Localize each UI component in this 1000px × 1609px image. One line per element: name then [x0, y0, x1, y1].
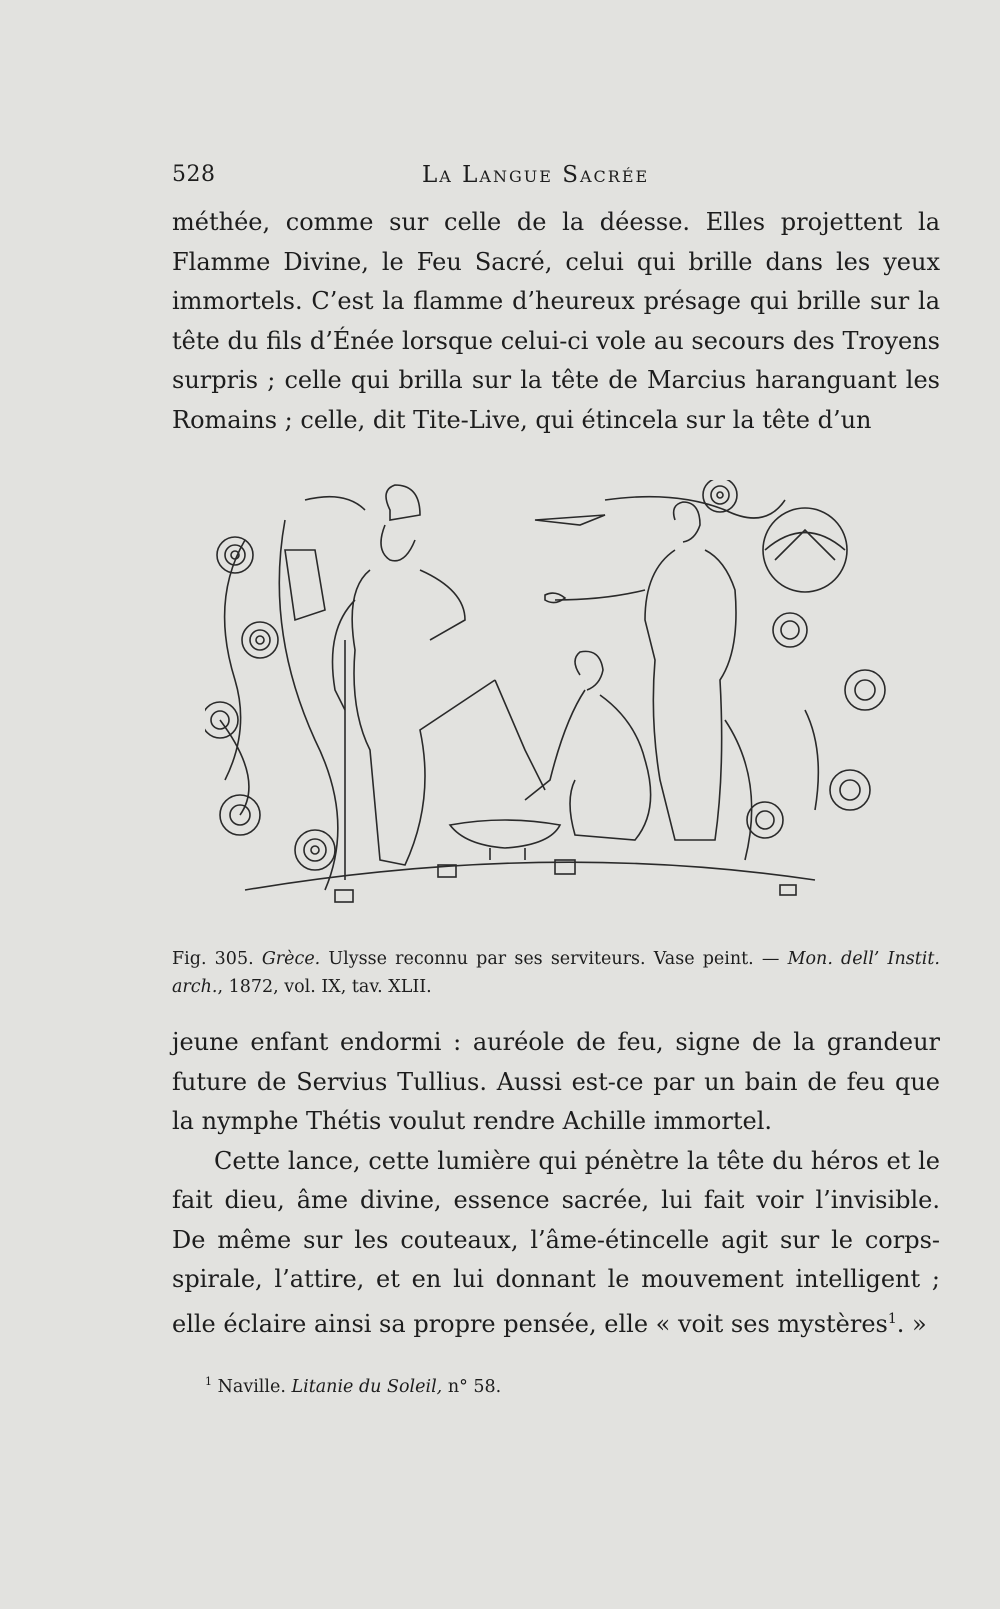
caption-reference: , 1872, vol. IX, tav. XLII. — [217, 977, 432, 997]
paragraph-top-text: méthée, comme sur celle de la déesse. Elles projettent la Flamme Divine, le Feu Sacré, celui qui brille dans les yeux immortels. C’est la flamme d’heureux présage qui brille sur la tête du fils d’Énée lorsque celui-ci vole au secours des Troyens surpris ; celle qui brilla sur la tête de Marcius haranguant les Romains ; celle, dit Tite-Live, qui étincela sur la tête d’un — [172, 208, 940, 434]
paragraph-bottom-text-1: jeune enfant endormi : auréole de feu, signe de la grandeur future de Servius Tullius. Aussi est-ce par un bain de feu que la nymphe Thétis voulut rendre Achille immortel. — [172, 1028, 940, 1135]
caption-source: Mon. dell’ Instit. arch. — [172, 949, 940, 997]
paragraph-top — [172, 203, 940, 440]
footnote-marker: 1 — [205, 1375, 212, 1388]
vase-painting-drawing — [205, 480, 895, 930]
caption-description: Ulysse reconnu par ses serviteurs. Vase peint. — — [328, 949, 780, 969]
footnote-reference: 1 — [887, 1310, 897, 1327]
running-title: La Langue Sacrée — [422, 162, 650, 188]
footnote-number: n° 58. — [447, 1376, 502, 1397]
page-number: 528 — [172, 162, 216, 187]
paragraph-bottom-text-2-body: Cette lance, cette lumière qui pénètre la tête du héros et le fait dieu, âme divine, essence sacrée, lui fait voir l’invisible. De même sur les couteaux, l’âme-étincelle agit sur le corps-spirale, l’attire, et en lui donnant le mouvement intelligent ; elle éclaire ainsi sa propre pensée, elle « voit ses mystères — [172, 1146, 940, 1338]
footnote — [205, 1375, 905, 1397]
paragraph-bottom-text-2-end: . » — [896, 1309, 927, 1338]
paragraph-bottom — [172, 1023, 940, 1344]
footnote-author: Naville. — [217, 1376, 286, 1397]
caption-figure-number: Fig. 305. — [172, 949, 254, 969]
paragraph-bottom-text-2 — [172, 1142, 940, 1345]
vase-illustration — [205, 480, 895, 930]
footnote-work: Litanie du Soleil, — [291, 1376, 443, 1397]
figure-caption — [172, 945, 940, 1001]
caption-place: Grèce. — [261, 949, 321, 969]
